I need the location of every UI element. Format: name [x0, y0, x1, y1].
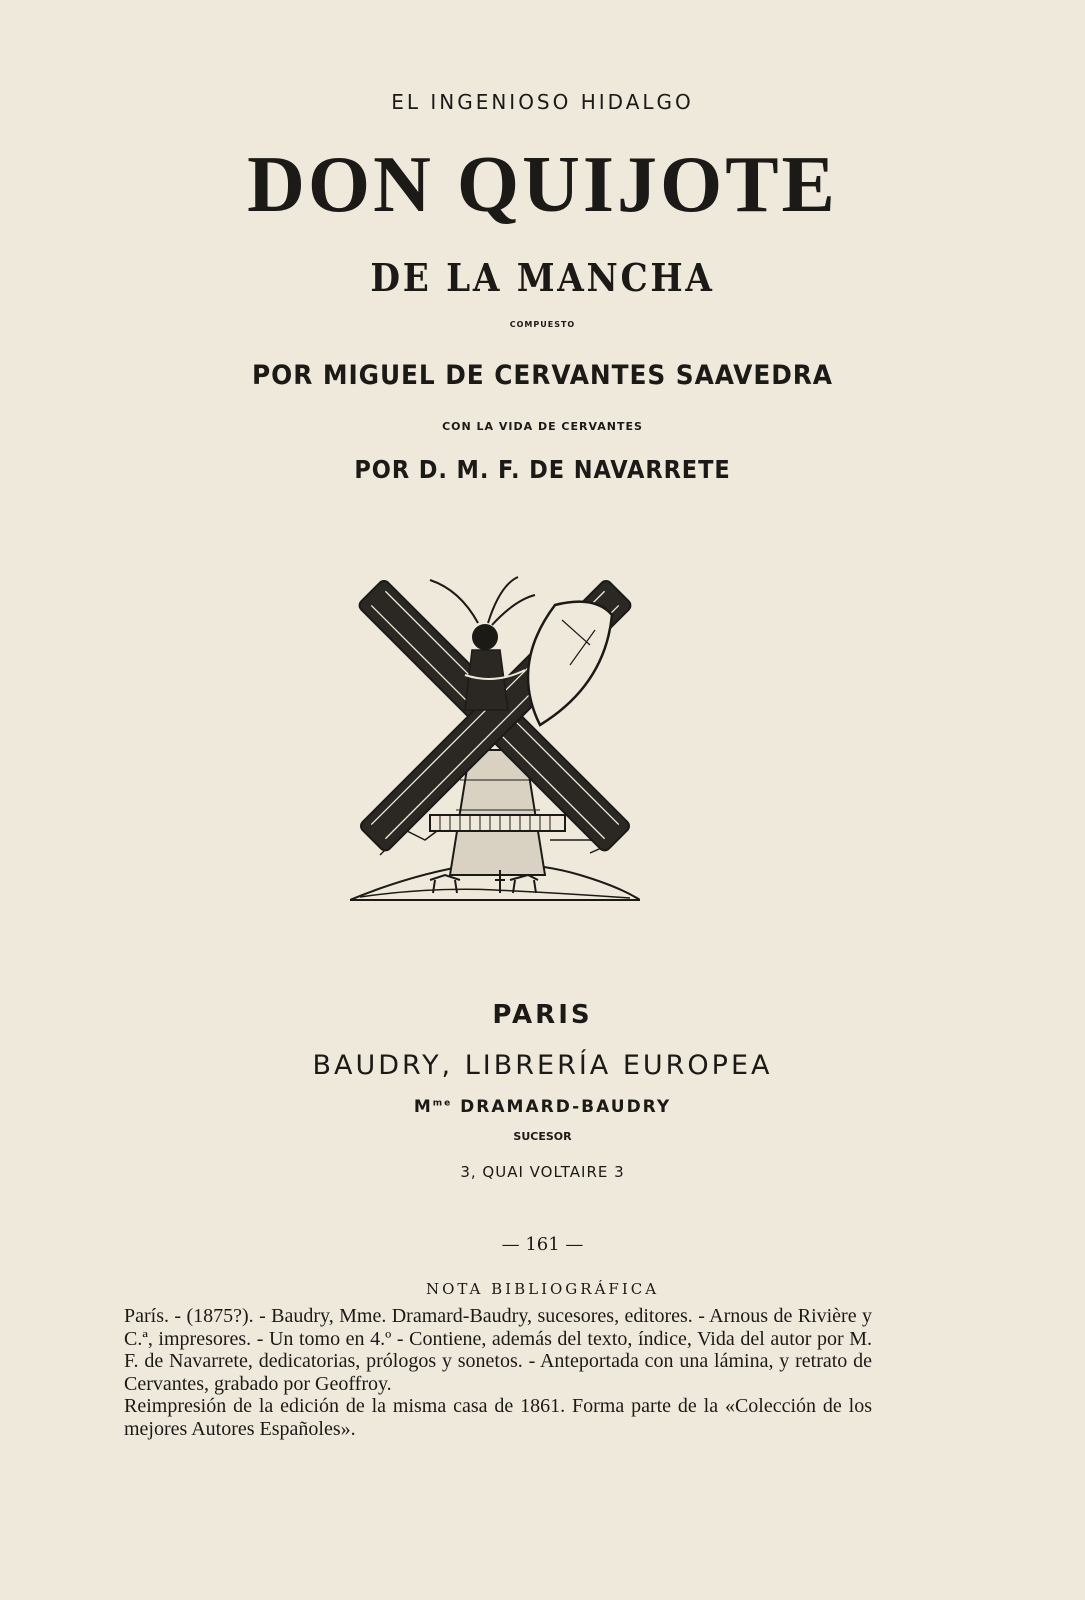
note-heading: NOTA BIBLIOGRÁFICA: [425, 1280, 660, 1298]
page-number: — 161 —: [501, 1234, 584, 1255]
imprint-city: PARIS: [492, 1000, 593, 1030]
author-line: POR MIGUEL DE CERVANTES SAAVEDRA: [252, 360, 833, 391]
note-paragraph-2: Reimpresión de la edición de la misma casa de 1861. Forma parte de la «Colección de los mejores Autores Españoles».: [124, 1395, 872, 1440]
successor-name: DRAMARD-BAUDRY: [460, 1097, 672, 1117]
successor-superscript: me: [432, 1098, 453, 1109]
book-title: DON QUIJOTE: [247, 141, 838, 229]
biographer-line: POR D. M. F. DE NAVARRETE: [354, 455, 731, 484]
successor-prefix: M: [413, 1097, 433, 1117]
compuesto-label: COMPUESTO: [509, 320, 576, 329]
imprint-publisher: BAUDRY, LIBRERÍA EUROPEA: [312, 1050, 773, 1081]
windmill-knight-illustration: [350, 575, 640, 920]
life-of-cervantes-line: CON LA VIDA DE CERVANTES: [442, 420, 643, 433]
book-subtitle: DE LA MANCHA: [370, 255, 715, 300]
sucesor-label: SUCESOR: [513, 1130, 572, 1143]
bibliographic-note: [124, 1305, 872, 1440]
note-paragraph-1: París. - (1875?). - Baudry, Mme. Dramard-Baudry, sucesores, editores. - Arnous de Rivière y C.ª, impresores. - Un tomo en 4.º - Contiene, además del texto, índice, Vida del autor por M. F. de Navarrete, dedicatorias, prólogos y sonetos. - Anteportada con una lámina, y retrato de Cervantes, grabado por Geoffroy.: [124, 1305, 872, 1395]
kicker-line: EL INGENIOSO HIDALGO: [391, 90, 694, 114]
imprint-successor: [0, 1097, 1085, 1117]
imprint-address: 3, QUAI VOLTAIRE 3: [460, 1163, 625, 1181]
